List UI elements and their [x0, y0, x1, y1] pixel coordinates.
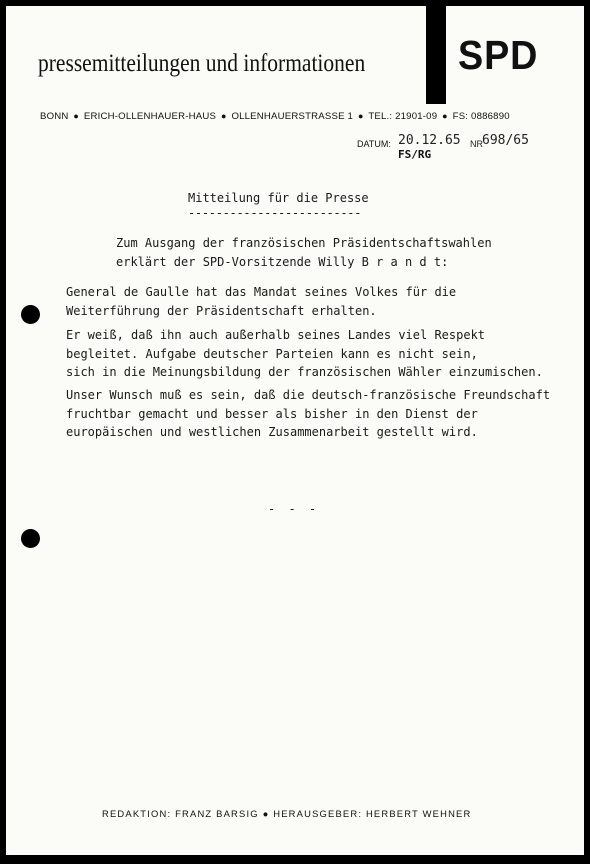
paragraph-2 — [66, 326, 543, 382]
date-label: DATUM: — [357, 139, 391, 149]
text-line: europäischen und westlichen Zusammenarbeit gestellt wird. — [66, 425, 478, 439]
document-page — [6, 6, 584, 855]
bullet-icon: ● — [220, 111, 227, 121]
text-line: Unser Wunsch muß es sein, daß die deutsch-französische Freundschaft — [66, 388, 551, 402]
bullet-icon: ● — [442, 111, 448, 121]
footer-credits: REDAKTION: FRANZ BARSIG ● HERAUSGEBER: HERBERT WEHNER — [102, 808, 472, 819]
bullet-icon: ● — [357, 111, 364, 121]
intro-line: erklärt der SPD-Vorsitzende Willy B r a n d t: — [116, 254, 449, 269]
text-line: fruchtbar gemacht und besser als bisher in den Dienst der — [66, 406, 478, 421]
intro-paragraph — [116, 234, 492, 271]
punch-hole-icon — [21, 305, 40, 324]
address-telex: FS: 0886890 — [452, 111, 510, 122]
letterhead-title: pressemitteilungen und informationen — [38, 50, 366, 77]
text-line: sich in die Meinungsbildung der französischen Wähler einzumischen. — [66, 365, 543, 379]
number-value: 698/65 — [482, 133, 529, 148]
paragraph-1 — [66, 283, 456, 320]
closing-dashes: - - - — [268, 502, 320, 516]
spd-logo: SPD — [458, 32, 539, 78]
number-label: NR — [470, 139, 483, 149]
bullet-icon: ● — [73, 111, 80, 121]
text-line: General de Gaulle hat das Mandat seines Volkes für die — [66, 285, 457, 299]
text-line: begleitet. Aufgabe deutscher Parteien kann es nicht sein, — [66, 346, 478, 361]
text-line: Weiterführung der Präsidentschaft erhalten. — [66, 303, 377, 318]
punch-hole-icon — [21, 529, 40, 548]
press-heading: Mitteilung für die Presse — [188, 191, 369, 205]
reference-initials: FS/RG — [398, 148, 432, 161]
text-line: Er weiß, daß ihn auch außerhalb seines Landes viel Respekt — [66, 328, 486, 342]
address-building: ERICH-OLLENHAUER-HAUS — [83, 111, 217, 122]
date-value: 20.12.65 — [398, 133, 461, 148]
paragraph-3 — [66, 386, 550, 442]
address-city: BONN — [40, 111, 69, 122]
intro-line: Zum Ausgang der französischen Präsidentschaftswahlen — [116, 236, 492, 250]
header-black-bar — [426, 6, 446, 104]
address-line — [40, 111, 560, 122]
address-street: OLLENHAUERSTRASSE 1 — [231, 111, 354, 122]
address-phone: TEL.: 21901-09 — [368, 111, 438, 122]
heading-underline: ------------------------- — [188, 206, 362, 220]
